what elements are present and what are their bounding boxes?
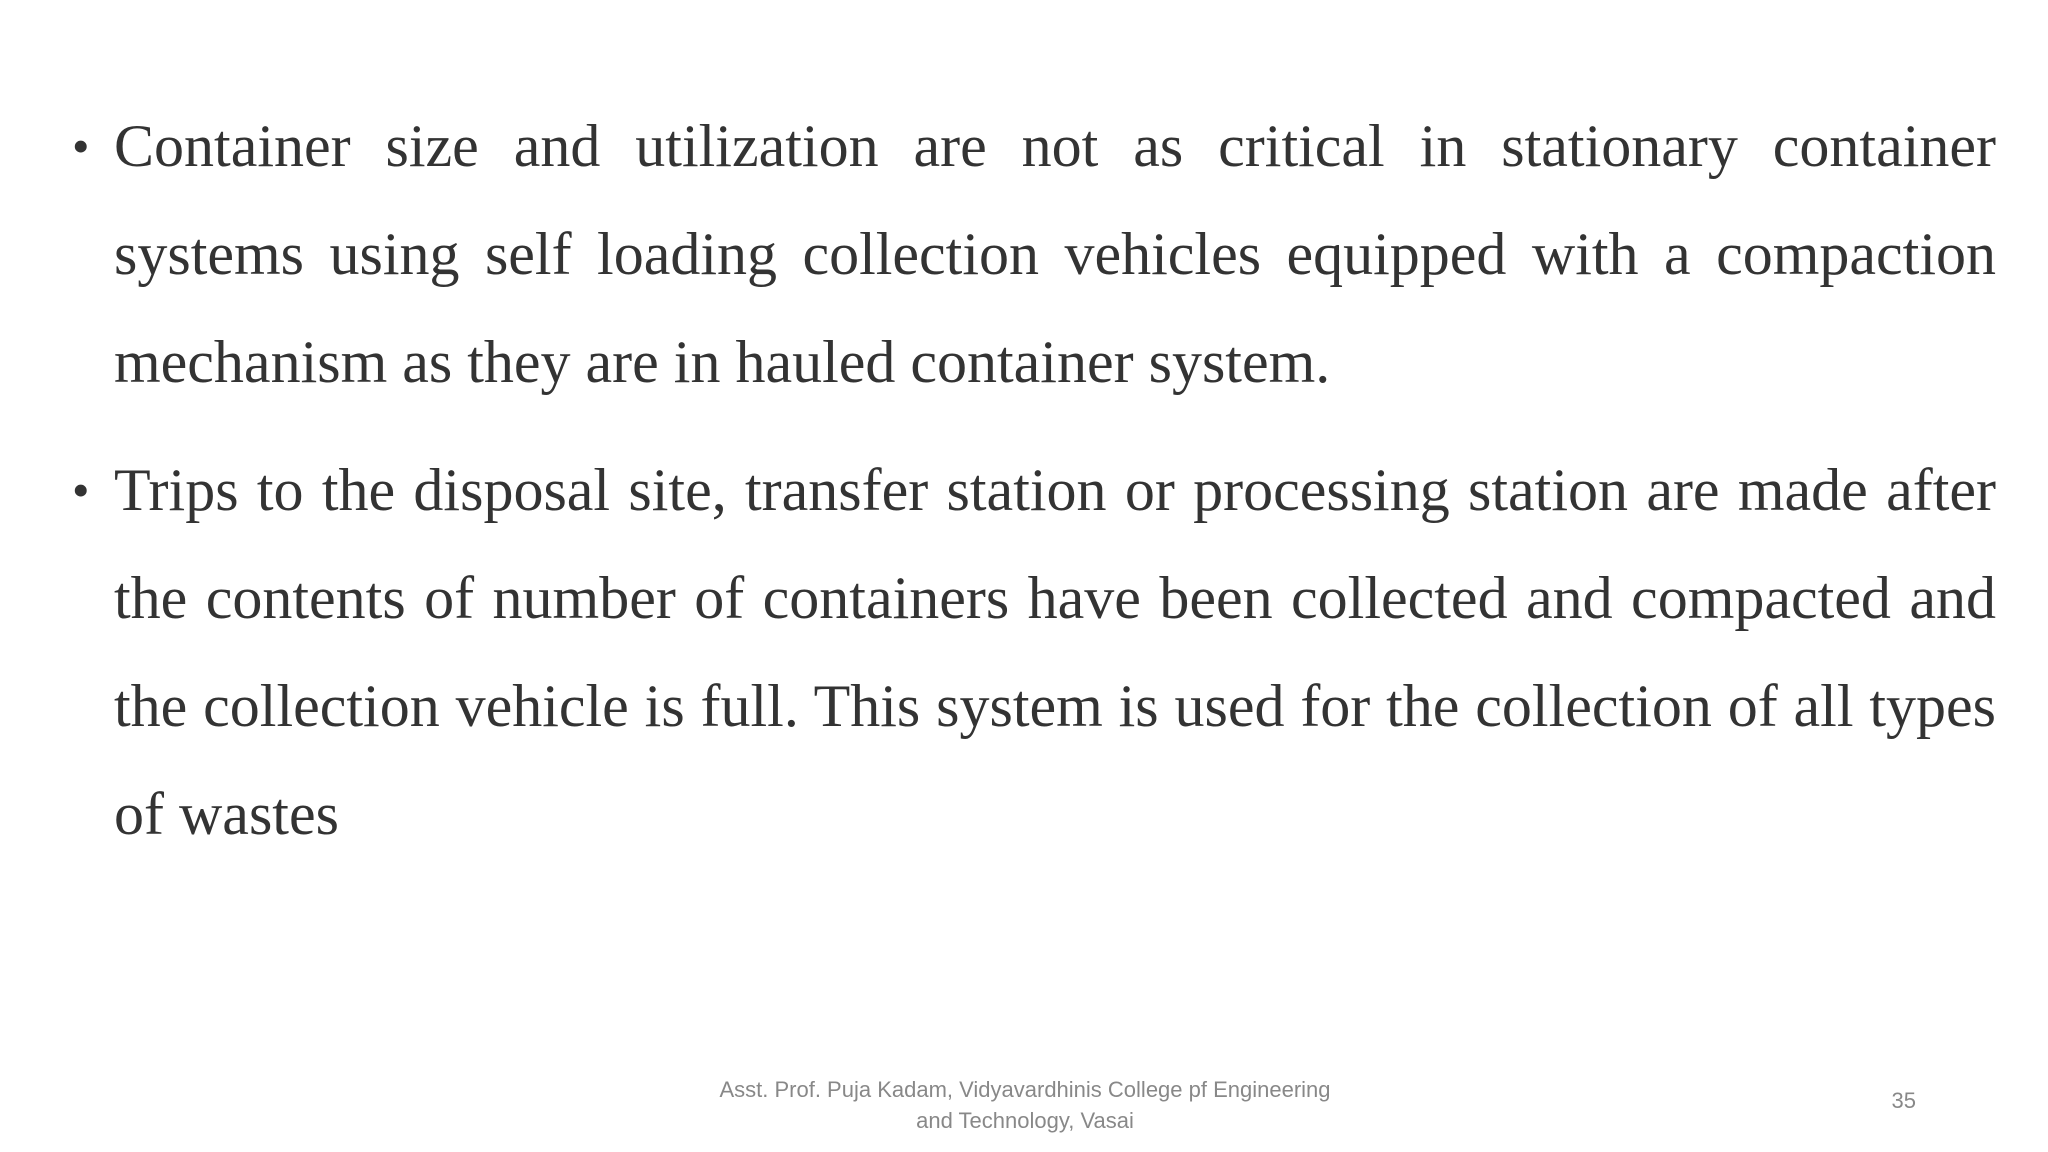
- bullet-marker-icon: •: [72, 462, 90, 518]
- bullet-marker-icon: •: [72, 118, 90, 174]
- page-number: 35: [1891, 1088, 1916, 1113]
- bullet-text: Trips to the disposal site, transfer station or processing station are made after the contents of number of containers have been collected and compacted and the collection vehicle is full. This system is used for the collection of all types of wastes: [114, 457, 1996, 847]
- bullet-item: [72, 92, 1996, 416]
- footer-line-2: and Technology, Vasai: [916, 1108, 1134, 1133]
- slide-footer: [700, 1074, 1350, 1136]
- bullet-item: [72, 436, 1996, 868]
- bullet-text: Container size and utilization are not as critical in stationary container systems using self loading collection vehicles equipped with a compaction mechanism as they are in hauled container system.: [114, 113, 1996, 395]
- slide-body: [72, 92, 1996, 888]
- footer-line-1: Asst. Prof. Puja Kadam, Vidyavardhinis College pf Engineering: [719, 1077, 1331, 1102]
